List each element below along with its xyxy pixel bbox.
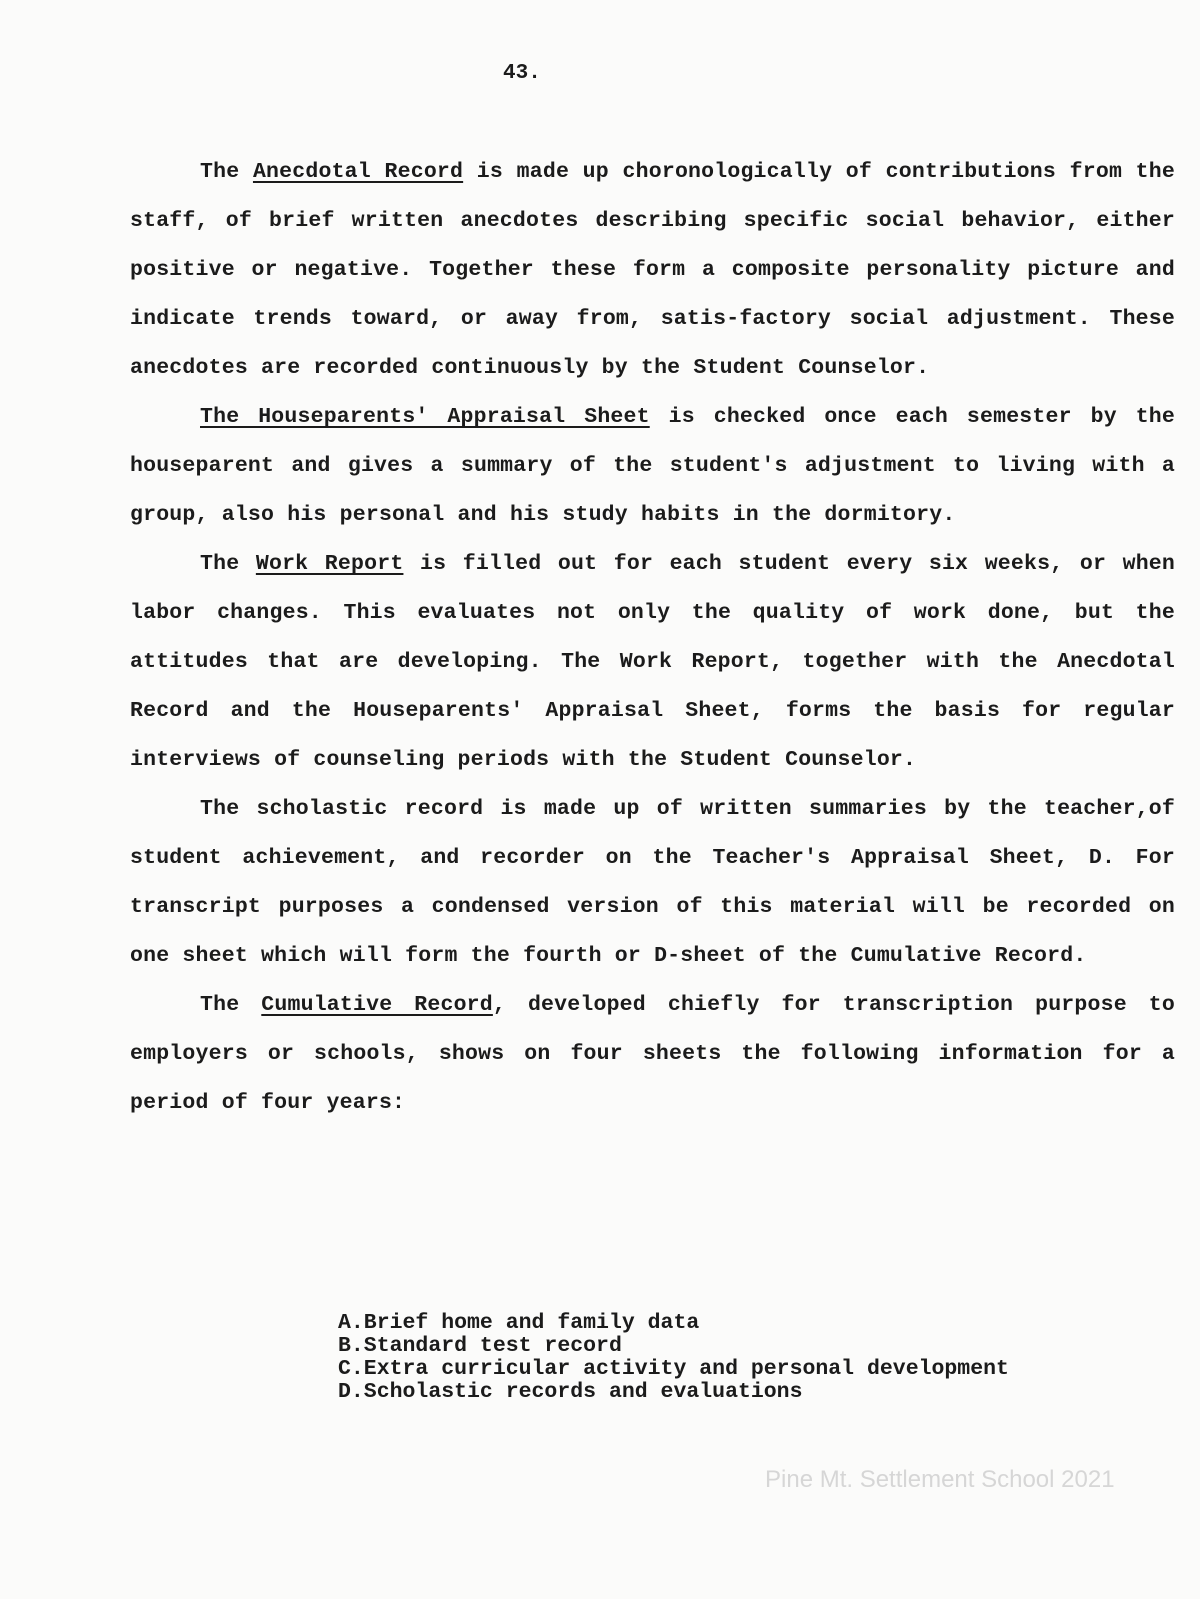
paragraph-text: The scholastic record is made up of written summaries by the teacher,of student achievement, and recorder on the Teacher's Appraisal Sheet, D. For transcript purposes a condensed version of this material will be recorded on one sheet which will form the fourth or D-sheet of the Cumulative Record. — [130, 797, 1175, 968]
document-body — [130, 148, 1175, 1128]
paragraph-text: is checked once each semester by the houseparent and gives a summary of the student's adjustment to living with a group, also his personal and his study habits in the dormitory. — [130, 405, 1176, 527]
page-number: 43. — [503, 62, 541, 85]
paragraph-text: , developed chiefly for transcription purpose to employers or schools, shows on four sheets the following information for a period of four years: — [130, 993, 1175, 1115]
watermark: Pine Mt. Settlement School 2021 — [765, 1466, 1115, 1493]
underlined-term: The Houseparents' Appraisal Sheet — [200, 405, 650, 429]
underlined-term: Anecdotal Record — [252, 160, 464, 184]
list-item: D.Scholastic records and evaluations — [338, 1380, 803, 1404]
paragraph-text: is made up choronologically of contributions from the staff, of brief written anecdotes describing specific social behavior, either positive or negative. Together these form a composite personality picture and indicate trends toward, or away from, satis-factory social adjustment. These anecdotes are recorded continuously by the Student Counselor. — [130, 160, 1175, 380]
paragraph-text: The — [200, 993, 262, 1017]
list-item: C.Extra curricular activity and personal development — [338, 1357, 1009, 1381]
list-item: B.Standard test record — [338, 1334, 622, 1358]
paragraph-anecdotal-record — [130, 148, 1175, 393]
paragraph-text: The — [200, 160, 253, 184]
paragraph-scholastic-record — [130, 785, 1175, 981]
record-sheets-list — [338, 1312, 1009, 1404]
underlined-term: Cumulative Record — [261, 993, 493, 1017]
paragraph-work-report — [130, 540, 1175, 785]
paragraph-text: is filled out for each student every six weeks, or when labor changes. This evaluates not only the quality of work done, but the attitudes that are developing. The Work Report, together with the Anecdotal Record and the Houseparents' Appraisal Sheet, forms the basis for regular interviews of counseling periods with the Student Counselor. — [130, 552, 1176, 772]
list-item: A.Brief home and family data — [338, 1311, 700, 1335]
paragraph-cumulative-record — [130, 981, 1175, 1128]
paragraph-text: The — [200, 552, 256, 576]
underlined-term: Work Report — [255, 552, 404, 576]
paragraph-houseparents-appraisal — [130, 393, 1175, 540]
